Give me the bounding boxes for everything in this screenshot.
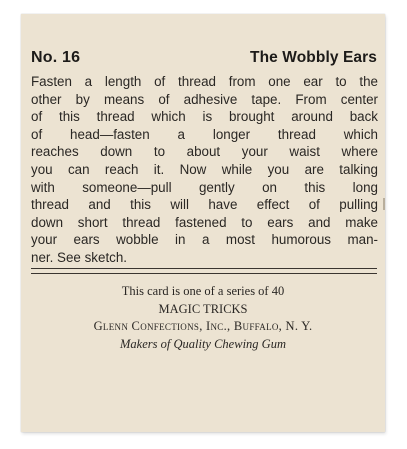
tagline: Makers of Quality Chewing Gum — [120, 336, 286, 351]
card-number: No. 16 — [31, 49, 81, 66]
instruction-line: with someone—pull gently on this long — [31, 179, 378, 195]
divider-rule — [31, 268, 377, 269]
series-name: MAGIC TRICKS — [158, 301, 248, 316]
instruction-line: Fasten a length of thread from one ear to the — [31, 74, 378, 89]
instruction-line: of this thread which is brought around back — [31, 109, 378, 125]
trick-instructions — [31, 73, 378, 267]
instruction-line: reaches down to about your waist where — [31, 144, 378, 160]
instruction-line: ner. See sketch. — [31, 249, 128, 265]
instruction-line: other by means of adhesive tape. From center — [31, 91, 378, 107]
card-header — [31, 49, 377, 67]
series-line: This card is one of a series of 40 — [121, 284, 285, 298]
instruction-line: down short thread fastened to ears and make — [31, 214, 378, 230]
instruction-line: of head—fasten a longer thread which — [31, 126, 378, 142]
company-line: Glenn Confections, Inc., Buffalo, N. Y. — [93, 319, 313, 333]
card-edge-nick — [383, 198, 385, 210]
card-title: The Wobbly Ears — [250, 49, 377, 66]
instruction-line: your ears wobble in a most humorous man- — [31, 232, 378, 248]
divider-rule — [31, 273, 377, 274]
instruction-line: you can reach it. Now while you are talking — [31, 161, 378, 177]
instruction-line: thread and this will have effect of pulling — [31, 197, 378, 213]
card-footer — [21, 283, 385, 353]
